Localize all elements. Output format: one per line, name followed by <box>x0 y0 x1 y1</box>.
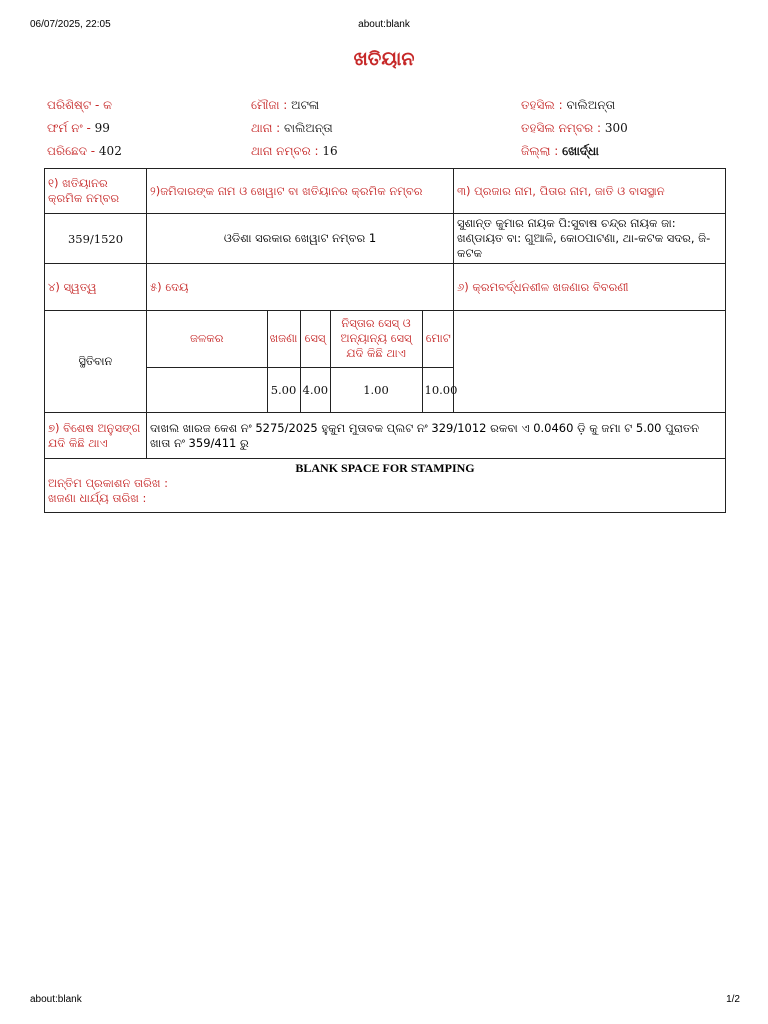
footer-url: about:blank <box>30 994 82 1005</box>
tahasil-no-value: 300 <box>604 121 628 135</box>
dues-cell <box>147 311 458 413</box>
dues-other-value: 1.00 <box>330 367 422 412</box>
dues-col-rent: ଖଜଣା <box>267 311 300 367</box>
dues-water-value <box>147 367 267 412</box>
stamp-title: BLANK SPACE FOR STAMPING <box>295 461 475 475</box>
district-label: ଜିଲ୍ଲା : <box>521 144 559 158</box>
table-header-row-2 <box>45 264 726 311</box>
print-header <box>0 19 768 33</box>
appendix-label: ପରିଶିଷ୍ଟ - କ <box>47 98 112 112</box>
dues-col-total: ମୋଟ <box>422 311 454 367</box>
khatian-no-value: 359/1520 <box>45 214 147 264</box>
tahasil-label: ତହସିଲ : <box>521 98 563 112</box>
thana-label: ଥାନା : <box>251 121 281 135</box>
mouza-label: ମୌଜା : <box>251 98 288 112</box>
form-label: ଫର୍ମ ନଂ - <box>47 121 91 135</box>
thana-no-value: 16 <box>322 144 338 158</box>
final-publication-date-label: ଅନ୍ତିମ ପ୍ରକାଶନ ତାରିଖ : <box>48 476 169 490</box>
progressive-rent-value <box>454 311 726 413</box>
chapter-label: ପରିଛେଦ - <box>47 144 96 158</box>
thana-no-label: ଥାନା ନମ୍ବର : <box>251 144 319 158</box>
thana-value: ବାଲିଅନ୍ତା <box>284 121 333 135</box>
tahasil-no-label: ତହସିଲ ନମ୍ବର : <box>521 121 602 135</box>
mouza-value: ଅଟଳା <box>291 98 320 112</box>
table-special-row <box>45 413 726 459</box>
chapter-value: 402 <box>98 144 122 158</box>
document-title: ଖତିୟାନ <box>353 48 415 70</box>
table-data-row-2 <box>45 311 726 413</box>
meta-row-2 <box>47 121 727 144</box>
header-khatian-no: ୧) ଖତିୟାନର କ୍ରମିକ ନମ୍ବର <box>45 169 147 214</box>
header-progressive-rent: ୬) କ୍ରମବର୍ଦ୍ଧନଶୀଳ ଖଜଣାର ବିବରଣୀ <box>454 264 726 311</box>
dues-value-row <box>147 367 454 412</box>
dues-table <box>147 311 458 412</box>
dues-col-water: ଜଳକର <box>147 311 267 367</box>
meta-row-1 <box>47 98 727 121</box>
header-special: ୭) ବିଶେଷ ଅନୁସଙ୍ଗ ଯଦି କିଛି ଥାଏ <box>45 413 147 459</box>
meta-block <box>47 98 727 167</box>
tenant-value: ସୁଶାନ୍ତ କୁମାର ନାୟକ ପି:ସୁବାଷ ଚନ୍ଦ୍ର ନାୟକ ଜା: ଖଣ୍ଡାୟତ ବା: ଗୁଆଳି, କୋଠପାଟଣା, ଥା-କଟକ ସଦର, ଜି-କଟକ <box>454 214 726 264</box>
header-dues: ୫) ଦେୟ <box>147 264 454 311</box>
table-data-row-1 <box>45 214 726 264</box>
table-stamp-row <box>45 459 726 513</box>
print-footer <box>0 994 768 1008</box>
dues-total-value: 10.00 <box>422 367 454 412</box>
dues-col-other: ନିସ୍ତାର ସେସ୍ ଓ ଅନ୍ୟାନ୍ୟ ସେସ୍ ଯଦି କିଛି ଥାଏ <box>330 311 422 367</box>
rent-fixation-date-label: ଖଜଣା ଧାର୍ଯ୍ୟ ତାରିଖ : <box>48 491 147 505</box>
print-datetime: 06/07/2025, 22:05 <box>30 19 111 30</box>
header-right: ୪) ସ୍ୱତ୍ୱ <box>45 264 147 311</box>
print-url: about:blank <box>358 19 410 30</box>
dues-col-cess: ସେସ୍ <box>300 311 330 367</box>
form-value: 99 <box>94 121 110 135</box>
landlord-value: ଓଡିଶା ସରକାର ଖେୱାଟ ନମ୍ବର 1 <box>147 214 454 264</box>
special-note-value: ଦାଖଲ ଖାରଜ କେଶ ନଂ 5275/2025 ହୁକୁମ ମୁତାବକ ପ୍ଲଟ ନଂ 329/1012 ରକବା ଏ 0.0460 ଡ଼ି କୁ ଜମା ଟ 5.00 ପୁରାତନ ଖାତା ନଂ 359/411 ରୁ <box>147 413 726 459</box>
tahasil-value: ବାଲିଅନ୍ତା <box>566 98 616 112</box>
dues-rent-value: 5.00 <box>267 367 300 412</box>
page-number: 1/2 <box>726 994 740 1005</box>
dues-cess-value: 4.00 <box>300 367 330 412</box>
district-value: ଖୋର୍ଦ୍ଧା <box>562 144 599 158</box>
dues-header-row <box>147 311 454 367</box>
right-type-value: ସ୍ଥିତିବାନ <box>45 311 147 413</box>
table-header-row-1 <box>45 169 726 214</box>
stamp-area <box>45 459 726 513</box>
khatian-table <box>44 168 726 513</box>
header-landlord: ୨)ଜମିଦାରଙ୍କ ନାମ ଓ ଖେୱାଟ ବା ଖତିୟାନର କ୍ରମିକ ନମ୍ବର <box>147 169 454 214</box>
header-tenant: ୩) ପ୍ରଜାର ନାମ, ପିତାର ନାମ, ଜାତି ଓ ବାସସ୍ଥାନ <box>454 169 726 214</box>
meta-row-3 <box>47 144 727 167</box>
